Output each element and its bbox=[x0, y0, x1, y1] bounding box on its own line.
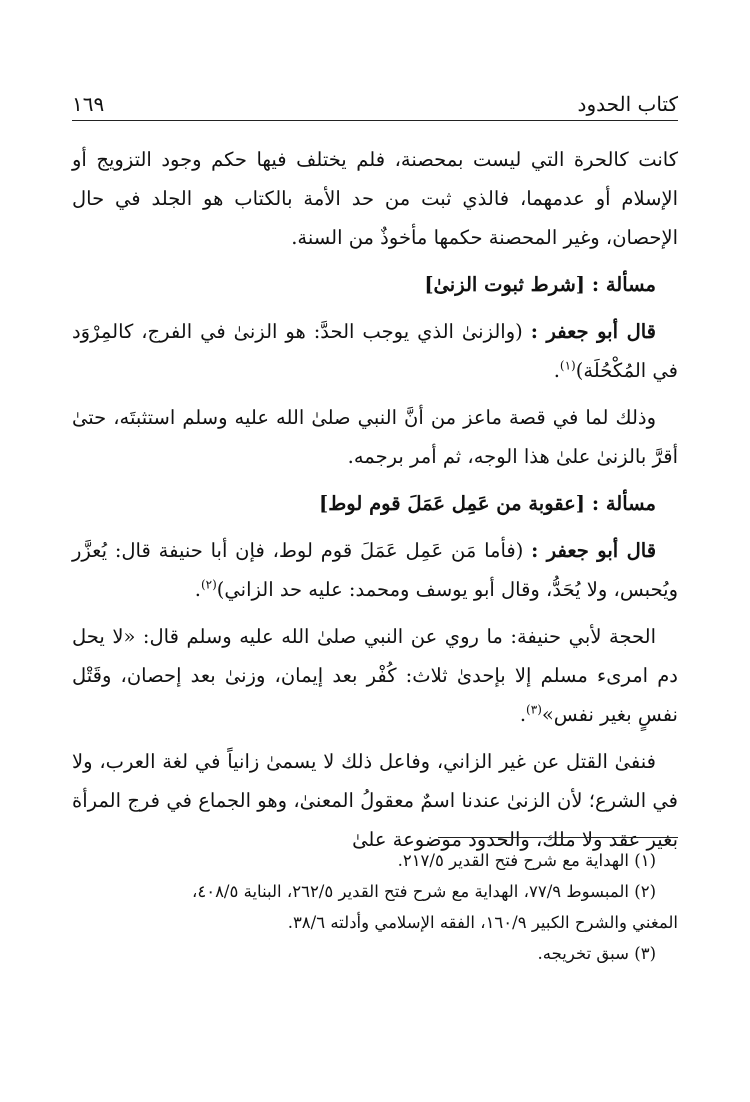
quoted-paragraph bbox=[72, 312, 678, 390]
quote-text: (والزنىٰ الذي يوجب الحدَّ: هو الزنىٰ في الفرج، كالمِرْوَد في المُكْحُلَة) bbox=[72, 320, 678, 382]
quote-end: . bbox=[553, 359, 560, 382]
page-number: ١٦٩ bbox=[72, 92, 105, 116]
paragraph: وذلك لما في قصة ماعز من أنَّ النبي صلىٰ الله عليه وسلم استثبتَه، حتىٰ أقرَّ بالزنىٰ علىٰ هذا الوجه، ثم أمر برجمه. bbox=[72, 406, 678, 468]
paragraph bbox=[72, 617, 678, 734]
section-heading bbox=[72, 265, 678, 304]
quote-end: . bbox=[194, 578, 201, 601]
quoted-paragraph bbox=[72, 531, 678, 609]
footnote-item: (٢) المبسوط ٧٧/٩، الهداية مع شرح فتح القدير ٢٦٢/٥، البناية ٤٠٨/٥، bbox=[192, 882, 656, 901]
footnote-ref: (٢) bbox=[200, 577, 217, 592]
running-header bbox=[72, 80, 678, 121]
paragraph-end: . bbox=[519, 703, 527, 726]
heading-title: [شرط ثبوت الزنىٰ] bbox=[424, 273, 586, 296]
footnote-ref: (٣) bbox=[526, 702, 542, 717]
paragraph-text: الحجة لأبي حنيفة: ما روي عن النبي صلىٰ الله عليه وسلم قال: «لا يحل دم امرىء مسلم إلا بإحدىٰ ثلاث: كُفْر بعد إيمان، وزنىٰ بعد إحصان، وقَتْل نفسٍ بغير نفس» bbox=[72, 625, 678, 726]
speaker: قال أبو جعفر : bbox=[531, 539, 657, 562]
main-text bbox=[72, 140, 678, 867]
paragraph: كانت كالحرة التي ليست بمحصنة، فلم يختلف فيها حكم وجود التزويج أو الإسلام أو عدمهما، فالذي ثبت من حد الأمة بالكتاب هو الجلد في حال الإحصان، وغير المحصنة حكمها مأخوذٌ من السنة. bbox=[72, 148, 678, 249]
footnote-item: (١) الهداية مع شرح فتح القدير ٢١٧/٥. bbox=[397, 851, 656, 870]
footnote-item-continued: المغني والشرح الكبير ١٦٠/٩، الفقه الإسلامي وأدلته ٣٨/٦. bbox=[287, 913, 678, 932]
paragraph: فنفىٰ القتل عن غير الزاني، وفاعل ذلك لا يسمىٰ زانياً في لغة العرب، ولا في الشرع؛ لأن الزنىٰ عندنا اسمٌ معقولُ المعنىٰ، وهو الجماع في فرج المرأة بغير عقد ولا ملك، والحدود موضوعة علىٰ bbox=[72, 750, 678, 851]
chapter-title: كتاب الحدود bbox=[577, 92, 678, 116]
heading-label: مسألة : bbox=[591, 273, 656, 296]
section-heading bbox=[72, 484, 678, 523]
heading-title: [عقوبة من عَمِل عَمَلَ قوم لوط] bbox=[319, 492, 586, 515]
heading-label: مسألة : bbox=[591, 492, 656, 515]
quote-text: (فأما مَن عَمِل عَمَلَ قوم لوط، فإن أبا حنيفة قال: يُعزَّر ويُحبس، ولا يُحَدُّ، وقال أبو يوسف ومحمد: عليه حد الزاني) bbox=[72, 539, 678, 601]
footnote-divider bbox=[438, 837, 678, 838]
footnotes bbox=[72, 845, 678, 969]
speaker: قال أبو جعفر : bbox=[530, 320, 656, 343]
footnote-ref: (١) bbox=[559, 358, 576, 373]
footnote-item: (٣) سبق تخريجه. bbox=[537, 944, 656, 963]
